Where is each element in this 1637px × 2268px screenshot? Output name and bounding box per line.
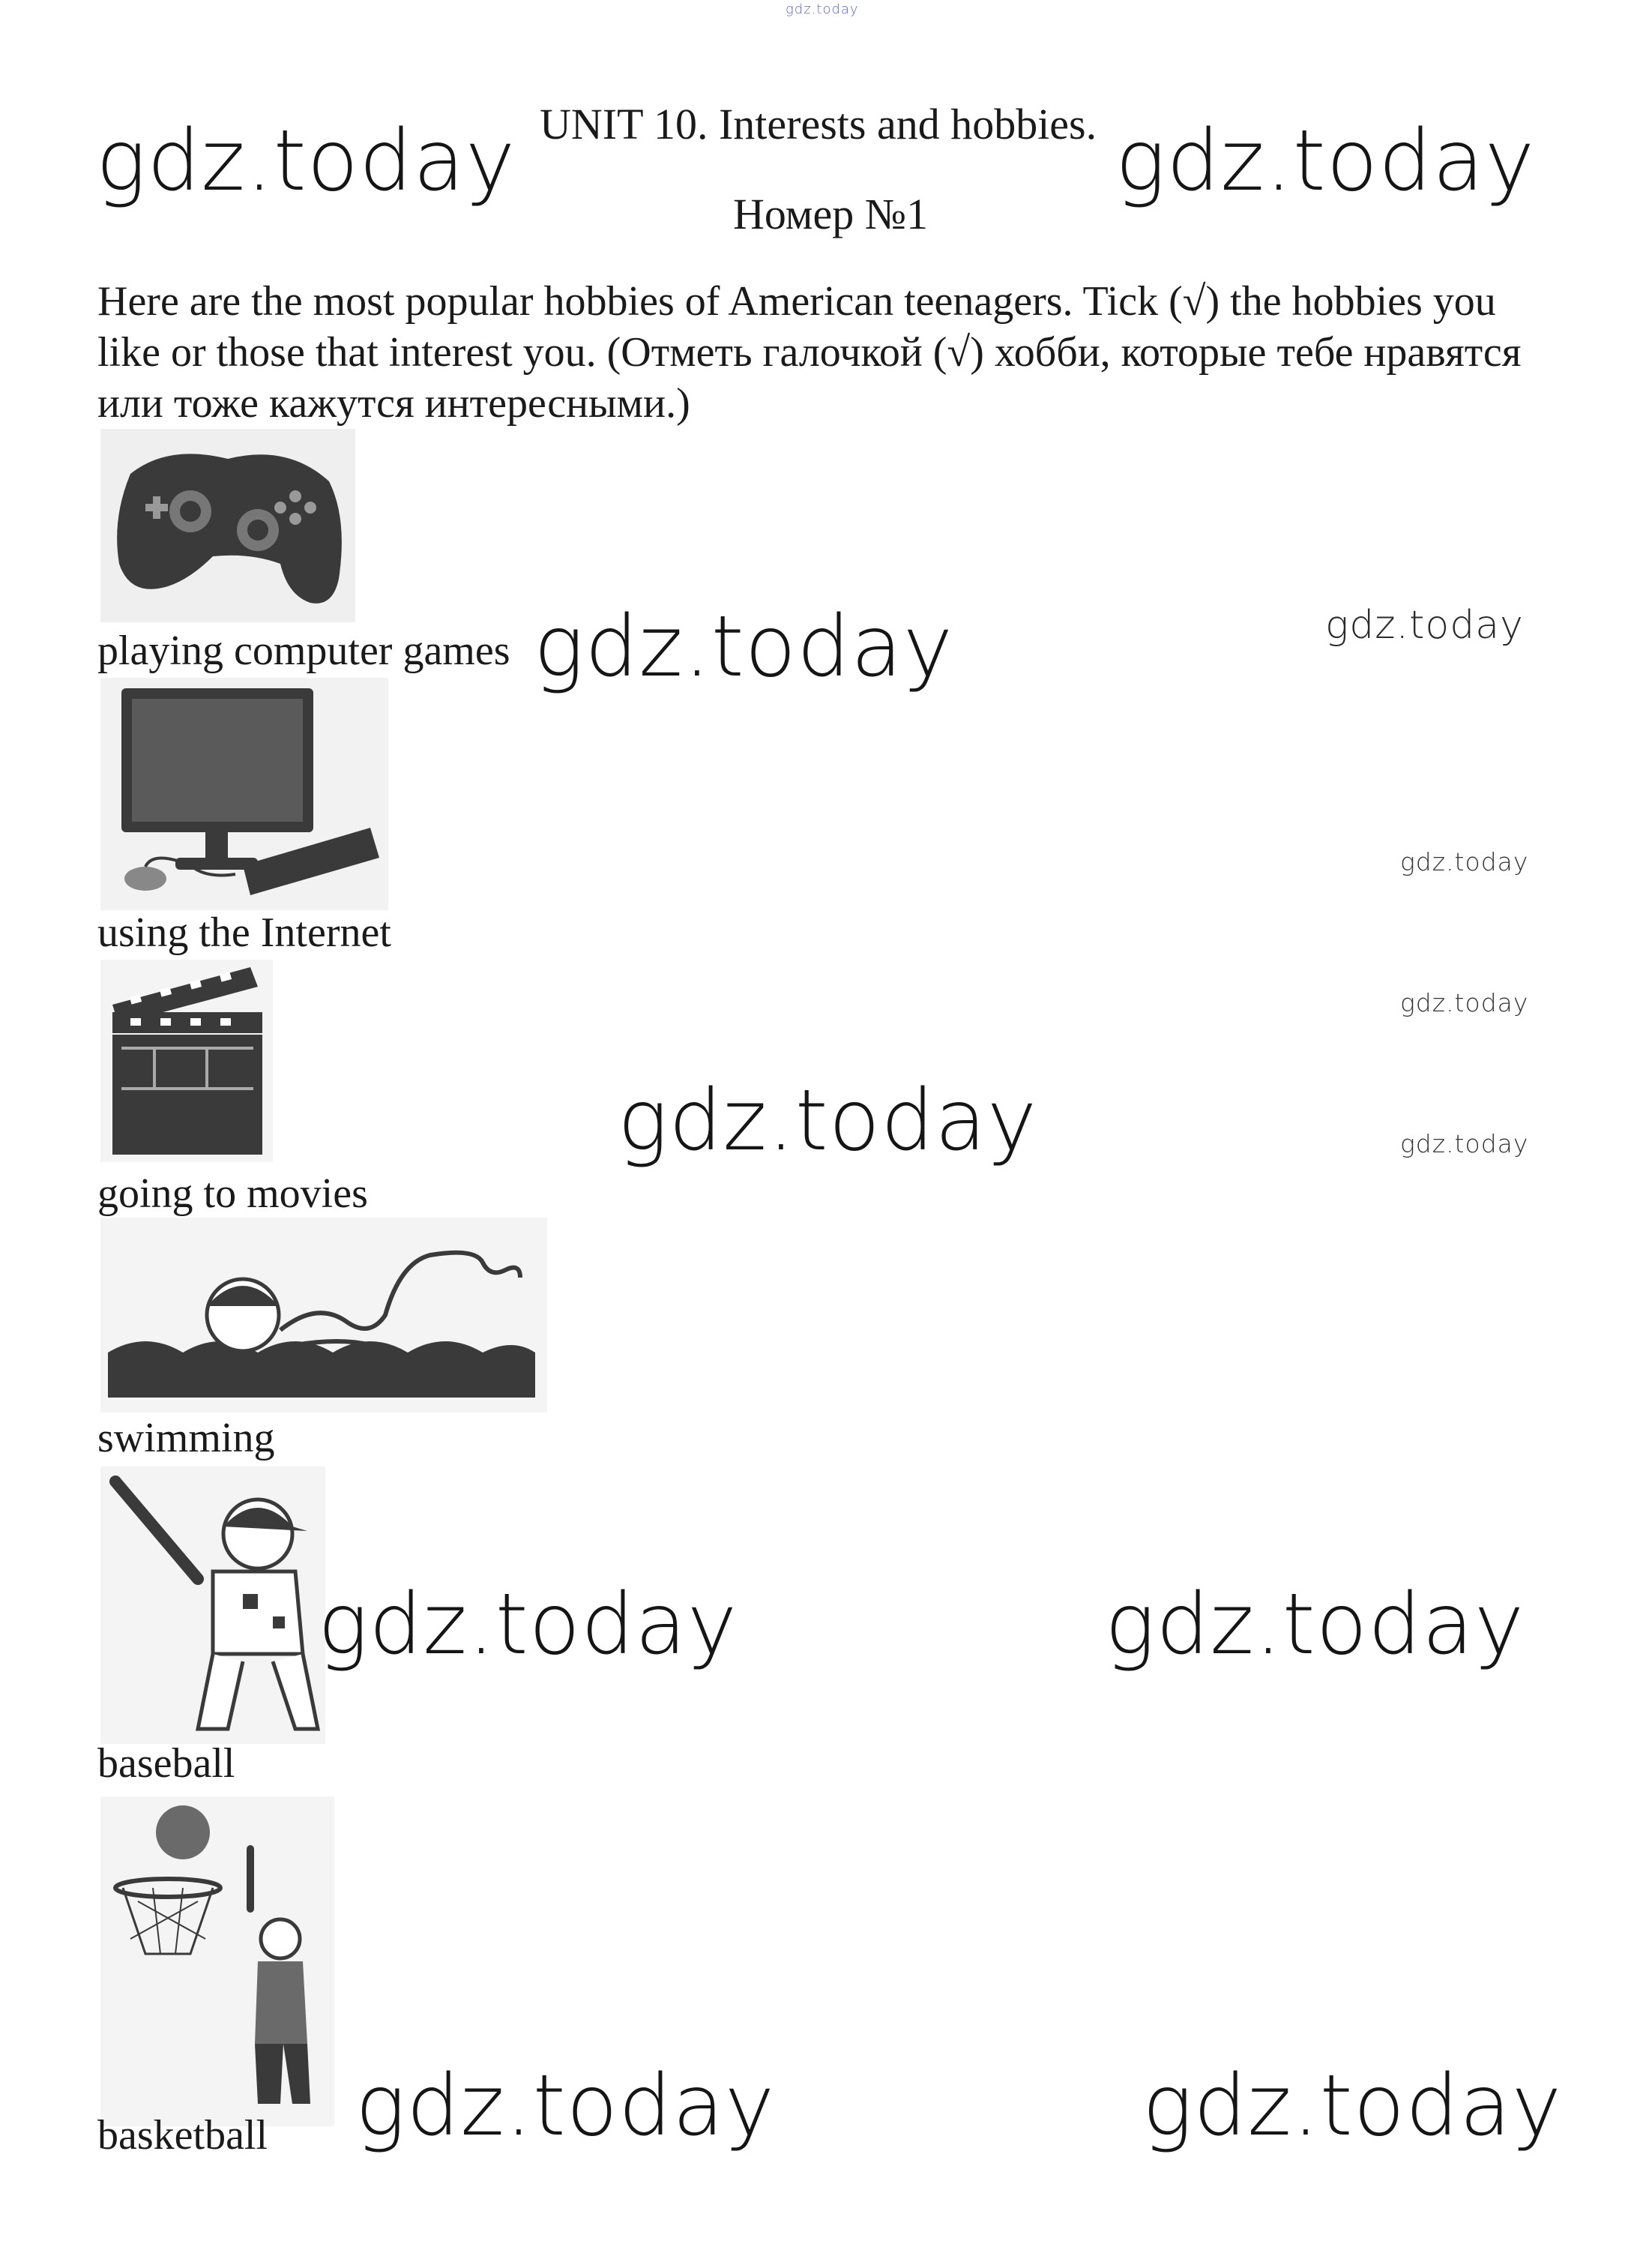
top-watermark: gdz.today bbox=[786, 1, 859, 17]
hobby-label-swimming: swimming bbox=[97, 1415, 275, 1461]
watermark: gdz.today bbox=[318, 1576, 738, 1673]
hobby-label-internet: using the Internet bbox=[97, 909, 391, 956]
watermark: gdz.today bbox=[96, 112, 516, 210]
hobby-label-baseball: baseball bbox=[97, 1740, 235, 1787]
watermark: gdz.today bbox=[1115, 112, 1536, 210]
watermark: gdz.today bbox=[1400, 1129, 1529, 1158]
watermark: gdz.today bbox=[1105, 1576, 1525, 1673]
unit-title: UNIT 10. Interests and hobbies. bbox=[540, 100, 1097, 148]
watermark: gdz.today bbox=[1400, 847, 1529, 876]
computer-monitor-icon bbox=[100, 678, 388, 910]
watermark: gdz.today bbox=[618, 1072, 1038, 1170]
game-controller-icon bbox=[100, 429, 355, 622]
basketball-player-icon bbox=[100, 1796, 334, 2126]
swimmer-icon bbox=[100, 1218, 547, 1413]
baseball-player-icon bbox=[100, 1467, 325, 1744]
hobby-label-basketball: basketball bbox=[97, 2112, 268, 2159]
hobby-label-computer-games: playing computer games bbox=[97, 628, 510, 674]
exercise-number: Номер №1 bbox=[733, 190, 929, 238]
watermark: gdz.today bbox=[1142, 2057, 1563, 2155]
watermark: gdz.today bbox=[1400, 988, 1529, 1017]
clapperboard-icon bbox=[100, 960, 273, 1162]
hobby-label-movies: going to movies bbox=[97, 1170, 368, 1217]
instruction-text: Here are the most popular hobbies of American teenagers. Tick (√) the hobbies you like or those that interest you. (Отметь галочкой (√) хобби, которые тебе нравятся или тоже кажутся интересными.) bbox=[97, 278, 1522, 427]
watermark: gdz.today bbox=[355, 2057, 776, 2155]
watermark: gdz.today bbox=[1325, 603, 1524, 648]
watermark: gdz.today bbox=[534, 598, 954, 696]
